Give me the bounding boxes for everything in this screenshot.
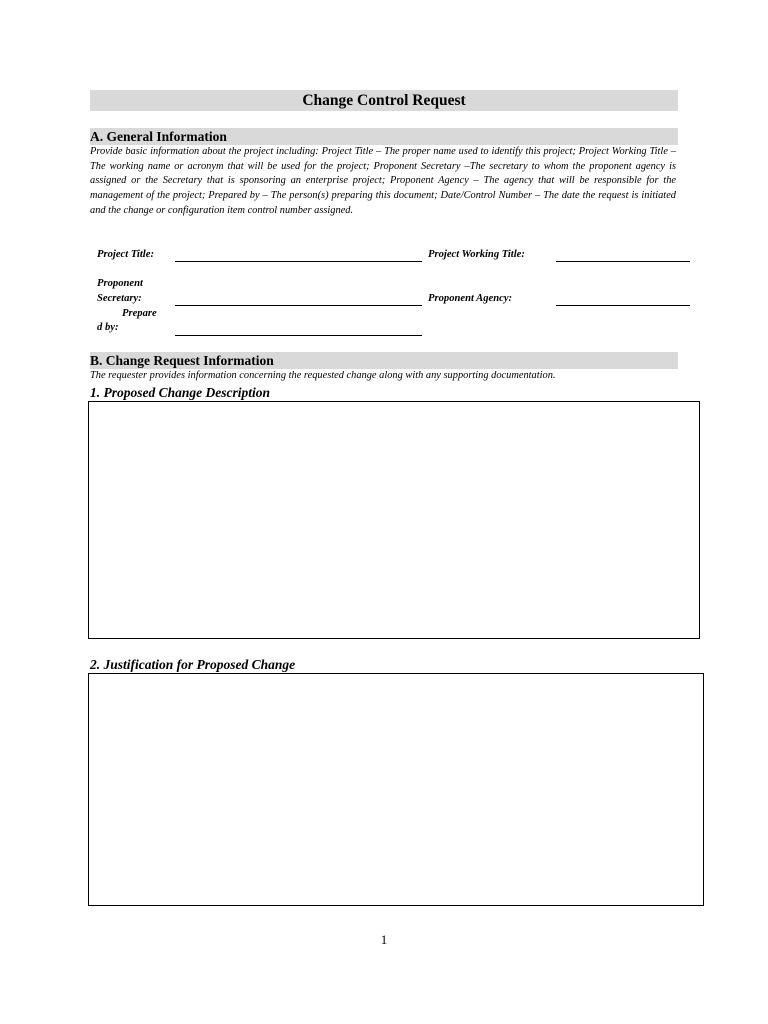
proponent-secretary-label-line2: Secretary: xyxy=(97,293,142,304)
section-a-description: Provide basic information about the project including: Project Title – The proper name used to identify this project; Project Working Title – The working name or acronym that will be used for the project; Proponent Secretary –The secretary to whom the proponent agency is assigned or the Secretary that is sponsoring an enterprise project; Proponent Agency – The agency that will be responsible for the management of the project; Prepared by – The person(s) preparing this document; Date/Control Number – The date the request is initiated and the change or configuration item control number assigned. xyxy=(90,146,676,216)
project-title-field[interactable] xyxy=(175,261,422,262)
page-number: 1 xyxy=(380,932,388,947)
prepared-by-label-line1: Prepare xyxy=(122,308,157,319)
proposed-change-box[interactable] xyxy=(88,401,700,639)
project-title-label: Project Title: xyxy=(97,249,154,260)
justification-heading: 2. Justification for Proposed Change xyxy=(90,657,296,672)
project-working-title-field[interactable] xyxy=(556,261,690,262)
prepared-by-field[interactable] xyxy=(175,335,422,336)
proponent-secretary-label-line1: Proponent xyxy=(97,278,143,289)
section-a-heading: A. General Information xyxy=(90,129,227,144)
justification-box[interactable] xyxy=(88,673,704,906)
prepared-by-label-line2: d by: xyxy=(97,322,119,333)
proponent-agency-field[interactable] xyxy=(556,305,690,306)
section-b-heading: B. Change Request Information xyxy=(90,353,274,368)
proponent-agency-label: Proponent Agency: xyxy=(428,293,513,304)
section-b-description: The requester provides information concerning the requested change along with any supporting documentation. xyxy=(90,370,556,381)
page-title: Change Control Request xyxy=(302,92,466,109)
project-working-title-label: Project Working Title: xyxy=(428,249,525,260)
proponent-secretary-field[interactable] xyxy=(175,305,422,306)
proposed-change-heading: 1. Proposed Change Description xyxy=(90,385,271,400)
